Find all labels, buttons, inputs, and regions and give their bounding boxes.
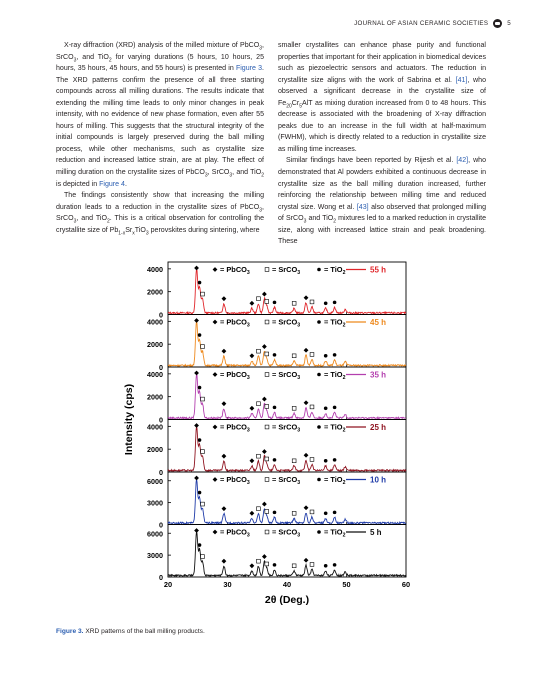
legend-label: = TiO$_2$ <box>324 265 346 276</box>
legend-diamond-icon <box>213 477 218 482</box>
subscript: x <box>132 230 135 237</box>
PbCO3-marker <box>304 558 309 563</box>
TiO2-marker <box>324 459 328 463</box>
text-run: perovskites during sintering, where <box>148 226 260 234</box>
xrd-pattern-line <box>168 531 406 576</box>
legend-label: = PbCO$_3$ <box>220 317 250 329</box>
text-run: , who demonstrated that Al powders exhibited a continuous decrease in crystallite size as the ball milling duration increased, further reinforcing the relationship between milling time and reduced crystal size. Wong et al. <box>278 157 486 211</box>
SrCO3-marker <box>292 459 296 463</box>
reference-link[interactable]: [43] <box>356 203 369 211</box>
PbCO3-marker <box>262 502 267 507</box>
reference-link[interactable]: [41] <box>455 76 468 84</box>
PbCO3-marker <box>262 344 267 349</box>
PbCO3-marker <box>304 453 309 458</box>
xrd-pattern-line <box>168 317 406 366</box>
PbCO3-marker <box>262 292 267 297</box>
y-tick-label: 0 <box>159 573 163 582</box>
x-axis-title: 2θ (Deg.) <box>264 594 310 606</box>
TiO2-marker <box>324 302 328 306</box>
subscript: 2 <box>108 56 112 63</box>
right-text-column <box>278 40 486 248</box>
SrCO3-marker <box>201 502 205 506</box>
TiO2-marker <box>198 491 202 495</box>
x-tick-label: 40 <box>282 580 292 589</box>
text-run: The findings consistently show that increasing the milling duration leads to a reduction in the crystallite sizes of PbCO <box>56 192 264 211</box>
SrCO3-marker <box>201 292 205 296</box>
series-legend-label: 45 h <box>370 318 387 327</box>
PbCO3-marker <box>222 559 227 564</box>
x-tick-label: 60 <box>401 580 411 589</box>
paragraph <box>56 190 264 236</box>
caption-label: Figure 3. <box>56 628 84 635</box>
legend-circle-icon <box>317 268 321 272</box>
TiO2-marker <box>333 458 337 462</box>
SrCO3-marker <box>257 297 261 301</box>
SrCO3-marker <box>201 345 205 349</box>
text-run: , SrCO <box>56 203 264 223</box>
text-run: X-ray diffraction (XRD) analysis of the milled mixture of PbCO <box>64 42 260 49</box>
text-run: . <box>124 180 127 188</box>
text-run: smaller crystallites can enhance phase purity and functional properties that important for their application in biomedical devices such as piezoelectric sensors and actuators. The reduction in crystallite size aligns with the work of Sabrina et al. <box>278 42 486 84</box>
subscript: 1-x <box>118 230 126 237</box>
TiO2-marker <box>198 386 202 390</box>
y-tick-label: 2000 <box>147 445 163 455</box>
TiO2-marker <box>324 407 328 411</box>
y-tick-label: 4000 <box>147 264 163 274</box>
text-run: , and TiO <box>76 53 109 61</box>
subscript: 2 <box>261 172 264 179</box>
TiO2-marker <box>273 301 277 305</box>
text-run: Cr <box>291 99 300 107</box>
journal-logo-icon <box>493 19 502 28</box>
x-tick-label: 30 <box>223 580 232 589</box>
legend-label: = PbCO$_3$ <box>220 527 250 539</box>
PbCO3-marker <box>249 563 254 568</box>
text-run: , who observed a significant decrease in the crystallite size of Fe <box>278 76 486 107</box>
SrCO3-marker <box>257 454 261 458</box>
TiO2-marker <box>324 512 328 516</box>
legend-label: = TiO$_2$ <box>324 370 346 381</box>
SrCO3-marker <box>310 353 314 357</box>
paragraph <box>278 40 486 155</box>
legend-label: = TiO$_2$ <box>324 317 346 329</box>
legend-label: = SrCO$_3$ <box>272 475 301 486</box>
TiO2-marker <box>198 438 202 442</box>
y-tick-label: 6000 <box>147 529 163 539</box>
SrCO3-marker <box>201 397 205 401</box>
TiO2-marker <box>273 511 277 515</box>
subscript: 3 <box>73 218 77 225</box>
PbCO3-marker <box>222 506 227 511</box>
PbCO3-marker <box>249 301 254 306</box>
legend-label: = PbCO$_3$ <box>220 475 250 486</box>
legend-circle-icon <box>317 478 321 482</box>
SrCO3-marker <box>292 354 296 358</box>
SrCO3-marker <box>310 563 314 567</box>
y-tick-label: 0 <box>159 310 163 320</box>
subscript: 3 <box>229 172 233 179</box>
TiO2-marker <box>333 301 337 305</box>
subscript: 5 <box>299 103 303 110</box>
TiO2-marker <box>273 406 277 410</box>
SrCO3-marker <box>292 511 296 515</box>
y-axis-title: Intensity (cps) <box>123 383 135 456</box>
legend-circle-icon <box>317 373 321 377</box>
PbCO3-marker <box>194 371 199 376</box>
xrd-pattern-line <box>168 265 406 313</box>
y-tick-label: 6000 <box>147 476 163 486</box>
PbCO3-marker <box>194 476 199 481</box>
TiO2-marker <box>273 458 277 462</box>
SrCO3-marker <box>265 457 269 461</box>
reference-link[interactable]: Figure 3 <box>235 65 263 73</box>
SrCO3-marker <box>292 301 296 305</box>
TiO2-marker <box>324 564 328 568</box>
y-tick-label: 0 <box>159 520 163 530</box>
TiO2-marker <box>273 353 277 357</box>
PbCO3-marker <box>262 449 267 454</box>
PbCO3-marker <box>249 458 254 463</box>
figure-caption <box>56 628 205 635</box>
SrCO3-marker <box>257 349 261 353</box>
y-tick-label: 0 <box>159 468 163 477</box>
running-header <box>354 19 511 28</box>
xrd-pattern-line <box>168 479 406 524</box>
subscript: 2 <box>333 218 337 225</box>
legend-square-icon <box>265 478 269 482</box>
xrd-pattern-line <box>168 426 406 472</box>
SrCO3-marker <box>265 405 269 409</box>
text-run: for varying durations (5 hours, 10 hours, 25 hours, 35 hours, 45 hours, and 55 hours) is presented in <box>56 53 264 73</box>
TiO2-marker <box>198 333 202 337</box>
TiO2-marker <box>333 563 337 567</box>
SrCO3-marker <box>310 510 314 514</box>
SrCO3-marker <box>257 559 261 563</box>
y-tick-label: 4000 <box>147 369 163 379</box>
text-run: . This is a critical observation for controlling the crystallite size of Pb <box>56 215 265 234</box>
caption-text: XRD patterns of the ball milling products. <box>83 628 205 635</box>
subscript: 20 <box>286 103 292 110</box>
legend-square-icon <box>265 530 269 534</box>
subscript: 3 <box>259 207 263 214</box>
legend-circle-icon <box>317 425 321 429</box>
subscript: 3 <box>204 172 208 179</box>
text-run: , SrCO <box>207 169 230 177</box>
SrCO3-marker <box>265 352 269 356</box>
SrCO3-marker <box>310 458 314 462</box>
reference-link[interactable]: Figure 4 <box>99 180 125 188</box>
legend-label: = SrCO$_3$ <box>272 527 301 539</box>
SrCO3-marker <box>310 405 314 409</box>
legend-label: = PbCO$_3$ <box>220 370 250 381</box>
text-run: , and TiO <box>232 169 262 177</box>
legend-label: = SrCO$_3$ <box>272 370 301 381</box>
PbCO3-marker <box>304 348 309 353</box>
subscript: 3 <box>303 218 307 225</box>
series-legend-label: 5 h <box>370 528 382 537</box>
legend-square-icon <box>265 268 269 272</box>
TiO2-marker <box>333 511 337 515</box>
PbCO3-marker <box>194 423 199 428</box>
PbCO3-marker <box>222 349 227 354</box>
TiO2-marker <box>333 406 337 410</box>
legend-label: = PbCO$_3$ <box>220 422 250 434</box>
paragraph <box>56 40 264 190</box>
series-legend-label: 35 h <box>370 370 387 380</box>
paragraph <box>278 155 486 247</box>
TiO2-marker <box>333 353 337 357</box>
text-run: . The XRD patterns confirm the presence of all three starting compounds across all milling durations. The results indicate that extending the milling time leads to only minor changes in peak intensity, with no evidence of new phase formation, even after 55 hours of milling. This suggests that the structural integrity of the initial compounds is largely preserved during the ball milling process, while other mechanisms, such as crystallite size reduction and increased lattice strain, are at play. The effect of milling duration on the crystallite sizes of PbCO <box>56 65 264 177</box>
text-run: , SrCO <box>56 42 264 61</box>
y-tick-label: 2000 <box>147 392 163 402</box>
legend-diamond-icon <box>213 267 218 272</box>
SrCO3-marker <box>257 402 261 406</box>
SrCO3-marker <box>310 300 314 304</box>
PbCO3-marker <box>262 397 267 402</box>
xrd-pattern-line <box>168 374 406 419</box>
journal-name: JOURNAL OF ASIAN CERAMIC SOCIETIES <box>354 20 489 27</box>
PbCO3-marker <box>194 266 199 271</box>
SrCO3-marker <box>292 564 296 568</box>
legend-label: = TiO$_2$ <box>324 422 346 434</box>
TiO2-marker <box>198 281 202 285</box>
subscript: 3 <box>73 56 77 63</box>
text-run: is depicted in <box>56 180 100 188</box>
y-tick-label: 2000 <box>147 287 163 297</box>
SrCO3-marker <box>265 562 269 566</box>
SrCO3-marker <box>265 510 269 514</box>
left-text-column <box>56 40 264 236</box>
subscript: 3 <box>259 45 263 52</box>
PbCO3-marker <box>194 318 199 323</box>
reference-link[interactable]: [42] <box>456 157 469 165</box>
legend-label: = PbCO$_3$ <box>220 265 250 276</box>
legend-label: = TiO$_2$ <box>324 527 346 539</box>
xrd-figure <box>120 254 420 624</box>
legend-diamond-icon <box>213 425 218 430</box>
page-number: 5 <box>507 20 511 27</box>
y-tick-label: 3000 <box>147 551 163 561</box>
SrCO3-marker <box>265 300 269 304</box>
TiO2-marker <box>324 354 328 358</box>
PbCO3-marker <box>249 511 254 516</box>
PbCO3-marker <box>194 528 199 533</box>
SrCO3-marker <box>292 406 296 410</box>
legend-circle-icon <box>317 530 321 534</box>
y-tick-label: 4000 <box>147 317 163 327</box>
legend-label: = SrCO$_3$ <box>272 422 301 434</box>
PbCO3-marker <box>222 296 227 301</box>
text-run: TiO <box>134 226 146 234</box>
y-tick-label: 2000 <box>147 340 163 350</box>
series-legend-label: 10 h <box>370 475 387 485</box>
SrCO3-marker <box>201 450 205 454</box>
TiO2-marker <box>273 563 277 567</box>
PbCO3-marker <box>304 400 309 405</box>
PbCO3-marker <box>222 454 227 459</box>
x-tick-label: 20 <box>163 580 173 589</box>
legend-square-icon <box>265 425 269 429</box>
text-run: , and TiO <box>76 215 107 223</box>
legend-diamond-icon <box>213 372 218 377</box>
subscript: 3 <box>145 230 149 237</box>
PbCO3-marker <box>249 353 254 358</box>
text-run: Sr <box>125 226 133 234</box>
legend-label: = SrCO$_3$ <box>272 265 301 276</box>
subscript: 2 <box>106 218 110 225</box>
series-legend-label: 55 h <box>370 265 387 275</box>
legend-circle-icon <box>317 320 321 324</box>
PbCO3-marker <box>304 505 309 510</box>
legend-label: = TiO$_2$ <box>324 475 346 486</box>
text-run: also observed that prolonged milling of SrCO <box>278 203 486 223</box>
y-tick-label: 0 <box>159 363 163 372</box>
TiO2-marker <box>198 543 202 547</box>
text-run: AlT as mixing duration increased from 0 to 48 hours. This decrease is associated with the broadening of X-ray diffraction peaks due to an increase in the full width at half-maximum (FWHM), which is directly related to a reduction in crystallite size as milling time increases. <box>278 99 486 153</box>
PbCO3-marker <box>262 554 267 559</box>
SrCO3-marker <box>257 507 261 511</box>
y-tick-label: 3000 <box>147 498 163 508</box>
SrCO3-marker <box>201 555 205 559</box>
x-tick-label: 50 <box>342 580 351 589</box>
legend-label: = SrCO$_3$ <box>272 317 301 329</box>
legend-diamond-icon <box>213 530 218 535</box>
legend-square-icon <box>265 320 269 324</box>
text-run: and TiO <box>306 215 334 223</box>
legend-diamond-icon <box>213 320 218 325</box>
y-tick-label: 0 <box>159 415 163 425</box>
text-run: Similar findings have been reported by Rijesh et al. <box>286 157 457 165</box>
text-run: mixtures led to a marked reduction in crystallite size, along with increased lattice strain and peak broadening. These <box>278 215 487 246</box>
legend-square-icon <box>265 373 269 377</box>
PbCO3-marker <box>304 295 309 300</box>
y-tick-label: 4000 <box>147 422 163 432</box>
PbCO3-marker <box>249 406 254 411</box>
PbCO3-marker <box>222 401 227 406</box>
series-legend-label: 25 h <box>370 423 387 432</box>
